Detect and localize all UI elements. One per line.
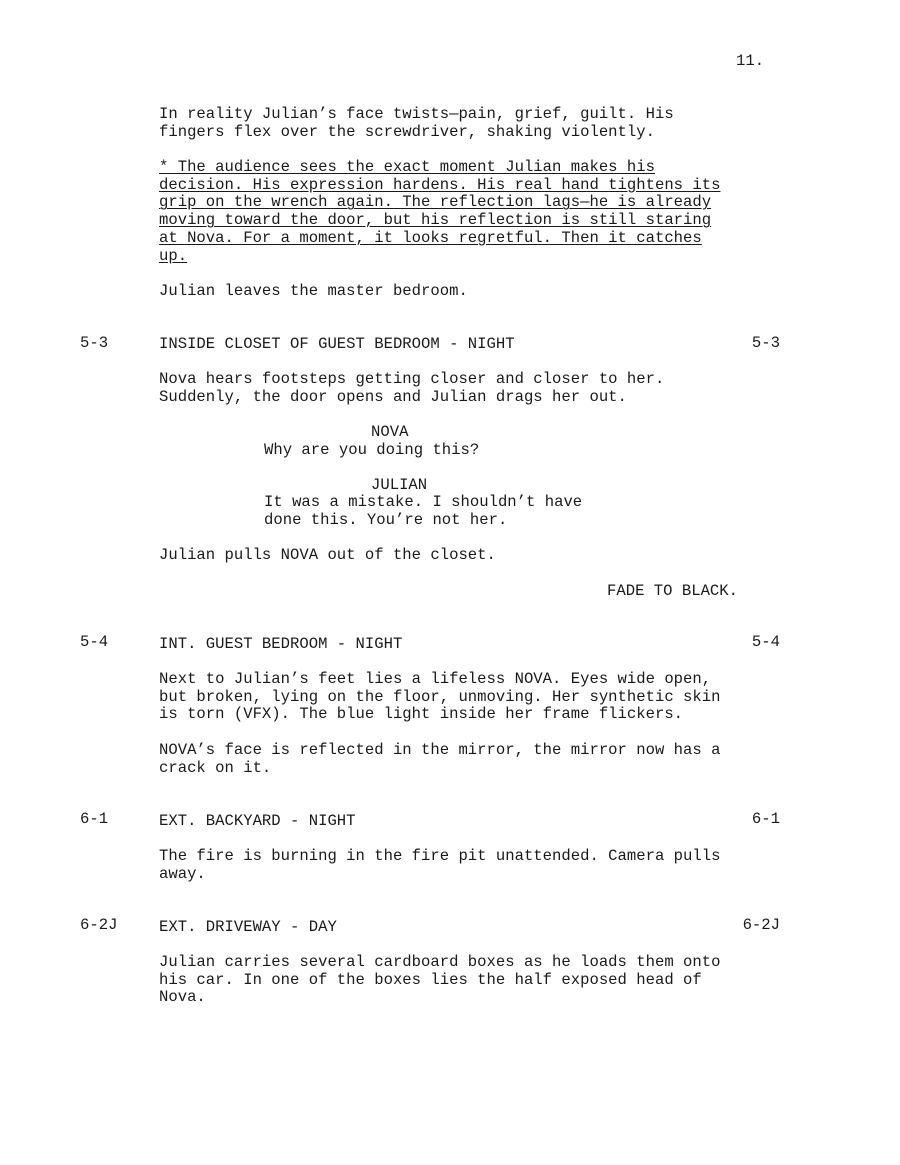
action-paragraph: Julian pulls NOVA out of the closet. (159, 546, 496, 564)
scene-number-left: 6-1 (80, 810, 109, 828)
scene-number-left: 5-3 (80, 334, 109, 352)
scene-number-right: 5-3 (751, 334, 780, 352)
action-paragraph: Julian carries several cardboard boxes as he loads them onto his car. In one of the boxes lies the half exposed head of Nova. (159, 953, 721, 1007)
action-paragraph: Nova hears footsteps getting closer and closer to her. Suddenly, the door opens and Julian drags her out. (159, 370, 665, 406)
action-paragraph-underlined-note: * The audience sees the exact moment Julian makes his decision. His expression hardens. His real hand tightens its grip on the wrench again. The reflection lags—he is already moving toward the door, but his reflection is still staring at Nova. For a moment, it looks regretful. Then it catches up. (159, 158, 721, 265)
action-paragraph: Julian leaves the master bedroom. (159, 282, 468, 300)
scene-heading: EXT. DRIVEWAY - DAY (159, 918, 337, 936)
character-name: JULIAN (371, 476, 428, 494)
dialogue: Why are you doing this? (264, 441, 480, 459)
scene-number-right: 6-2J (742, 916, 780, 934)
scene-heading: INT. GUEST BEDROOM - NIGHT (159, 635, 403, 653)
action-paragraph: The fire is burning in the fire pit unattended. Camera pulls away. (159, 847, 721, 883)
page-number: 11. (736, 52, 765, 70)
scene-number-right: 6-1 (751, 810, 780, 828)
transition: FADE TO BLACK. (607, 582, 739, 600)
character-name: NOVA (371, 423, 409, 441)
scene-number-left: 5-4 (80, 633, 109, 651)
scene-heading: EXT. BACKYARD - NIGHT (159, 812, 356, 830)
action-paragraph: NOVA’s face is reflected in the mirror, the mirror now has a crack on it. (159, 741, 721, 777)
scene-number-right: 5-4 (751, 633, 780, 651)
action-paragraph: In reality Julian’s face twists—pain, grief, guilt. His fingers flex over the screwdriver, shaking violently. (159, 105, 674, 141)
scene-number-left: 6-2J (80, 916, 118, 934)
scene-heading: INSIDE CLOSET OF GUEST BEDROOM - NIGHT (159, 335, 515, 353)
dialogue: It was a mistake. I shouldn’t have done this. You’re not her. (264, 493, 583, 529)
action-paragraph: Next to Julian’s feet lies a lifeless NOVA. Eyes wide open, but broken, lying on the floor, unmoving. Her synthetic skin is torn (VFX). The blue light inside her frame flickers. (159, 670, 721, 724)
